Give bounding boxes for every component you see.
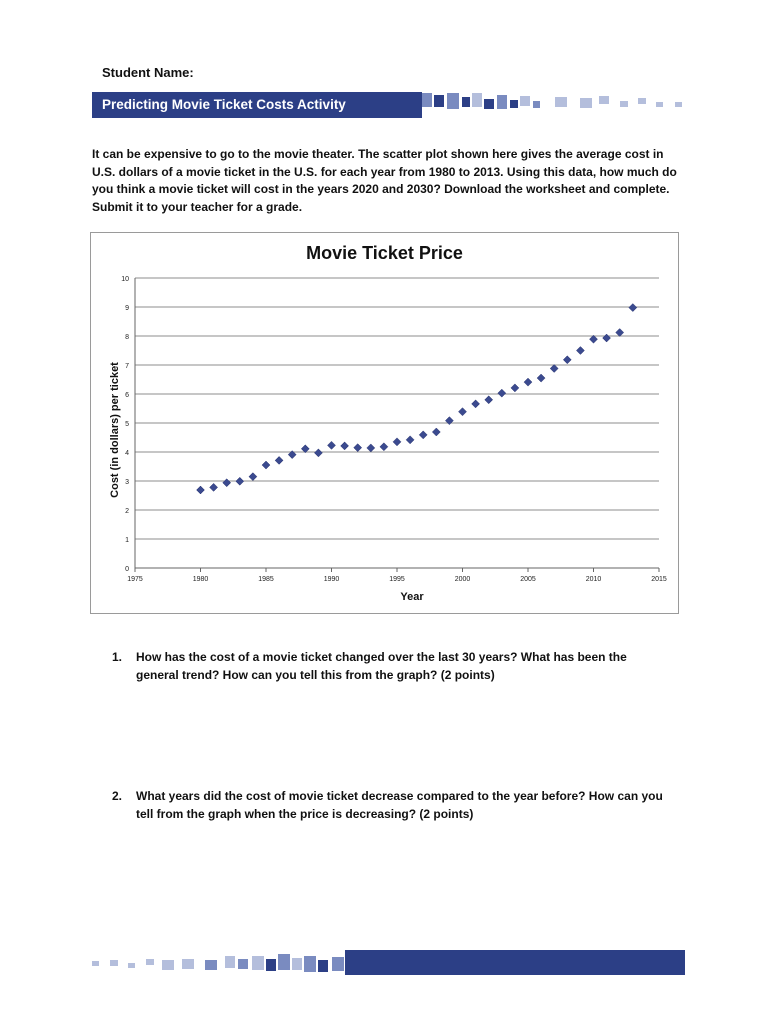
x-tick-label: 2015 (651, 576, 667, 583)
y-tick-label: 3 (125, 479, 129, 486)
data-point (249, 473, 257, 481)
decor-square (638, 98, 646, 104)
decor-square (332, 957, 344, 971)
data-point (511, 384, 519, 392)
data-point (419, 431, 427, 439)
decor-square (318, 960, 328, 972)
decor-square (252, 956, 264, 970)
decor-square (110, 960, 118, 966)
decor-square (462, 97, 470, 107)
data-point (223, 479, 231, 487)
x-tick-label: 2000 (454, 576, 471, 583)
x-tick-label: 1975 (127, 576, 143, 583)
decor-square (497, 95, 507, 109)
y-tick-label: 0 (125, 566, 129, 573)
data-point (550, 364, 558, 372)
data-point (616, 329, 624, 337)
data-point (406, 436, 414, 444)
data-point (354, 444, 362, 452)
data-point (498, 389, 506, 397)
data-point (197, 486, 205, 494)
decor-square (447, 93, 459, 109)
data-point (380, 443, 388, 451)
decor-square (434, 95, 444, 107)
decor-square (278, 954, 290, 970)
x-tick-label: 1990 (323, 576, 340, 583)
chart-title: Movie Ticket Price (306, 243, 463, 263)
data-point (472, 400, 480, 408)
decor-square (510, 100, 518, 108)
data-point (603, 334, 611, 342)
decor-square (555, 97, 567, 107)
data-point (563, 356, 571, 364)
data-point (393, 438, 401, 446)
data-point (629, 304, 637, 312)
y-tick-label: 9 (125, 305, 129, 312)
decor-square (266, 959, 276, 971)
decor-square (92, 961, 99, 966)
decor-square (656, 102, 663, 107)
decor-square (238, 959, 248, 969)
x-tick-label: 1980 (192, 576, 209, 583)
y-tick-label: 6 (125, 392, 129, 399)
chart-container (90, 232, 679, 614)
decor-square (520, 96, 530, 106)
decor-square (304, 956, 316, 972)
y-tick-label: 7 (125, 363, 129, 370)
data-point (524, 378, 532, 386)
x-axis-title: Year (400, 591, 424, 603)
decor-square (422, 93, 432, 107)
decor-square (292, 958, 302, 970)
y-tick-label: 10 (121, 276, 129, 283)
data-point (262, 461, 270, 469)
y-tick-label: 2 (125, 508, 129, 515)
decor-square (146, 959, 154, 965)
decor-square (205, 960, 217, 970)
decor-square (128, 963, 135, 968)
data-point (236, 477, 244, 485)
y-tick-label: 5 (125, 421, 129, 428)
decor-square (599, 96, 609, 104)
data-point (328, 441, 336, 449)
footer-bar (345, 950, 685, 975)
title-banner (92, 92, 422, 118)
decor-square (225, 956, 235, 968)
x-tick-label: 2010 (585, 576, 602, 583)
decor-square (472, 93, 482, 107)
question-1-number: 1. (112, 650, 123, 664)
x-tick-label: 1995 (389, 576, 405, 583)
data-point (576, 347, 584, 355)
decor-square (182, 959, 194, 969)
question-2-number: 2. (112, 789, 123, 803)
decor-square (675, 102, 682, 107)
data-point (537, 374, 545, 382)
data-point (485, 396, 493, 404)
data-point (314, 449, 322, 457)
y-tick-label: 8 (125, 334, 129, 341)
y-axis-title: Cost (in dollars) per ticket (109, 362, 121, 498)
data-point (432, 428, 440, 436)
decor-square (162, 960, 174, 970)
question-1-text: How has the cost of a movie ticket changed over the last 30 years? What has been the general trend? How can you tell this from the graph? (2 points) (136, 650, 627, 682)
data-point (275, 456, 283, 464)
question-2-text: What years did the cost of movie ticket decrease compared to the year before? How can you tell from the graph when the price is decreasing? (2 points) (136, 789, 663, 821)
decor-square (580, 98, 592, 108)
page-title: Predicting Movie Ticket Costs Activity (102, 97, 346, 112)
student-name-label: Student Name: (102, 65, 194, 80)
x-tick-label: 2005 (520, 576, 536, 583)
data-point (210, 483, 218, 491)
x-tick-label: 1985 (258, 576, 274, 583)
decor-square (484, 99, 494, 109)
intro-paragraph: It can be expensive to go to the movie theater. The scatter plot shown here gives the average cost in U.S. dollars of a movie ticket in the U.S. for each year from 1980 to 2013. Using this data, how much do you think a movie ticket will cost in the years 2020 and 2030? Download the worksheet and complete. Submit it to your teacher for a grade. (92, 147, 677, 214)
decor-square (620, 101, 628, 107)
y-tick-label: 1 (125, 537, 129, 544)
y-tick-label: 4 (125, 450, 129, 457)
decor-square (533, 101, 540, 108)
data-point (341, 442, 349, 450)
data-point (459, 408, 467, 416)
data-point (367, 444, 375, 452)
scatter-chart (91, 233, 678, 613)
